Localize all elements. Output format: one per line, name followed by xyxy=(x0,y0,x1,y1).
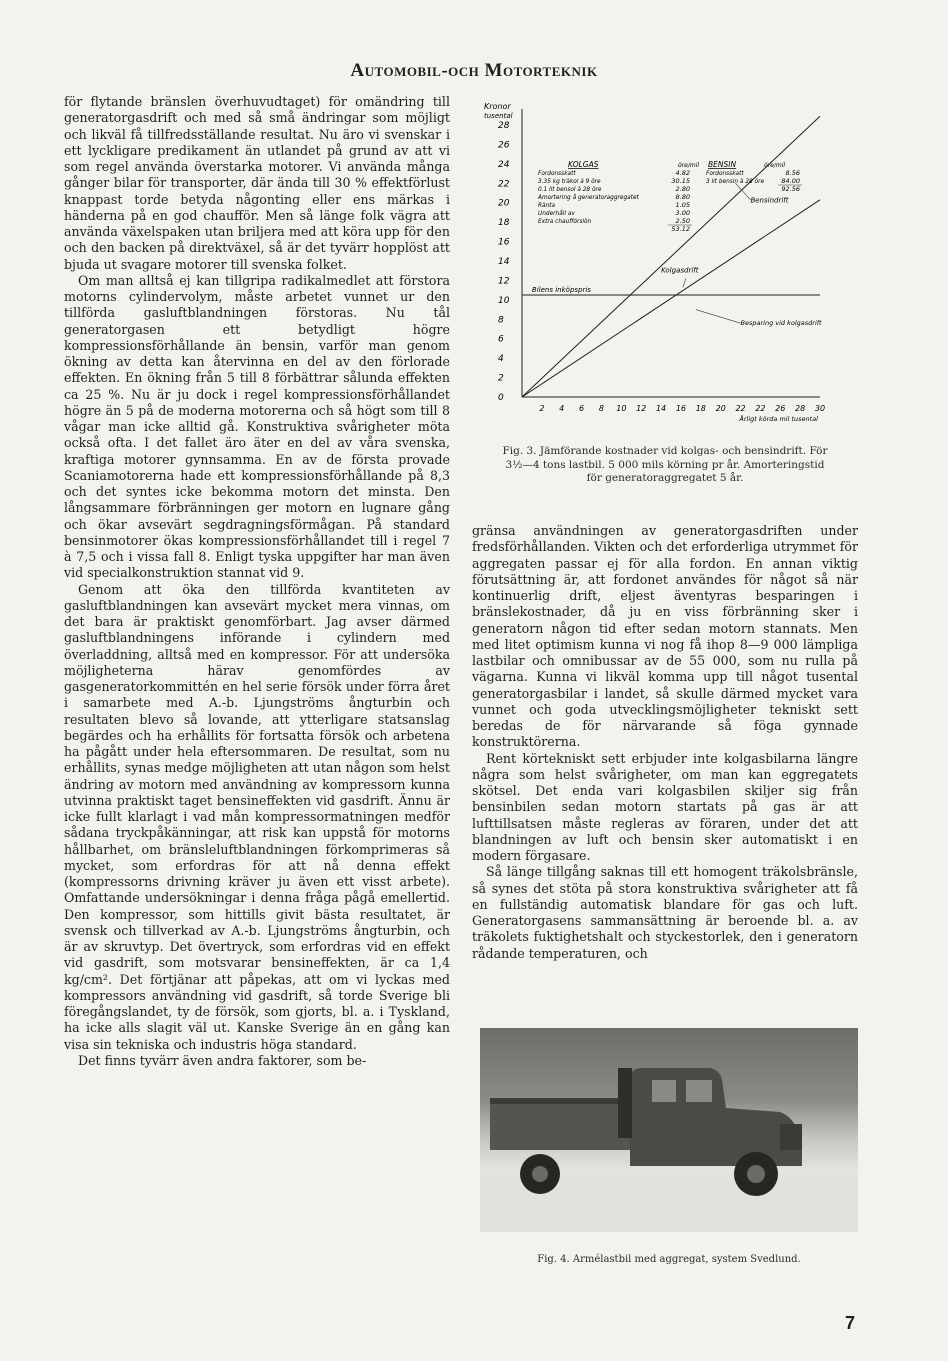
paragraph: Det finns tyvärr även andra faktorer, som be- xyxy=(78,1052,367,1068)
x-tick-label: 2 xyxy=(539,404,545,413)
front-wheel-hub xyxy=(747,1165,765,1183)
x-tick-label: 8 xyxy=(598,404,605,413)
y-tick-label: 18 xyxy=(498,218,510,229)
paragraph: Rent körtekniskt sett erbjuder inte kolgasbilarna längre några som helst svårigheter, om man kan eggregatets skötsel. Det enda vari kolgasbilen skiljer sig från bensinbilen sedan motorn startats på gas är att lufttillsatsen måste regleras av föraren, under det att blandningen av luft och bensin sker automatiskt i en modern förgasare. xyxy=(472,750,858,863)
y-axis-label: tusental xyxy=(484,112,513,120)
annotation-kolgasdrift: Kolgasdrift xyxy=(661,266,699,275)
table-row-label: Amortering å generatoraggregatet xyxy=(538,195,639,201)
y-axis-label: Kronor xyxy=(484,102,511,111)
x-tick-label: 18 xyxy=(695,404,706,413)
y-tick-label: 4 xyxy=(498,354,504,365)
table-row-value: 2.50 xyxy=(675,217,690,225)
table-row-label: Fordonsskatt xyxy=(706,171,744,177)
paragraph: Så länge tillgång saknas till ett homogent träkolsbränsle, så synes det stöta på stora konstruktiva svårigheter att få en fullständig automatisk blandare för gas och luft. Generatorgasens sammansättning är beroende bl. a. av träkolets fuktighetshalt och styckestorlek, den i generatorn rådande temperaturen, och xyxy=(472,864,858,961)
page-number: 7 xyxy=(845,1313,856,1333)
table-unit: öre/mil xyxy=(678,162,700,169)
y-tick-label: 14 xyxy=(498,257,510,267)
x-tick-label: 22 xyxy=(755,404,766,413)
x-tick-label: 10 xyxy=(616,404,627,413)
table-row-value: 3.00 xyxy=(675,209,690,217)
table-row-label: Extra chaufförslön xyxy=(538,219,592,225)
cost-comparison-chart xyxy=(480,97,832,427)
table-row-value: 30.15 xyxy=(671,177,690,185)
x-tick-label: 6 xyxy=(579,404,585,413)
table-row-value: 92.56 xyxy=(781,185,800,193)
x-tick-label: 28 xyxy=(795,404,806,413)
paragraph: gränsa användningen av generatorgasdriften under fredsförhållanden. Vikten och det erforderliga utrymmet för aggregaten passar ej för alla fordon. En annan viktig förutsättning är, att fordonet användes för något så när kontinuerlig drift, eljest äventyras besparingen i bränslekostnader, då ju en viss förbränning sker i generatorn någon tid efter sedan motorn stannats. Men med litet optimism kunna vi nog få ihop 8—9 000 lämpliga lastbilar och omnibussar av de 55 000, som nu rulla på vägarna. Kunna vi likväl komma upp till något tusental generatorgasbilar i landet, så skulle därmed mycket vara vunnet och goda utvecklingsmöjligheter tekniskt sett beredas de för närvarande så föga gynnade konstruktörerna. xyxy=(472,523,858,750)
y-tick-label: 10 xyxy=(498,295,510,306)
table-row-value: 8.56 xyxy=(785,169,800,177)
annotation-inkopspris: Bilens inköpspris xyxy=(531,286,591,294)
y-tick-label: 6 xyxy=(498,334,504,345)
table-row-label: 0.1 lit bensol à 28 öre xyxy=(538,187,602,193)
x-tick-label: 16 xyxy=(675,404,687,413)
paragraph: Om man alltså ej kan tillgripa radikalmedlet att förstora motorns cylindervolym, måste arbetet vunnet ur den tillförda gasluftblandningen förstoras. Nu tål generatorgasen ett betydligt högre kompressionsförhållande än bensin, varför man genom ökning av detta kan återvinna en del av den förlorade effekten. En ökning från 5 till 8 förbättrar sålunda effekten ca 25 %. Nu är ju dock i regel kompressionsförhållandet högre än 5 på de moderna motorerna och så högt som till 8 vågar man icke alltid gå. Konstruktiva svårigheter möta också ofta. I det fallet äro äter en del av våra svenska, kraftiga motorer gynnsamma. En av de första provade Scaniamotorerna hade ett kompressionsförhållande på 8,3 och det syntes icke bekomma motorn det minsta. Den långsammare förbränningen ger motorn en lugnare gång och ökar avsevärt segdragningsförmågan. På standard bensinmotorer ökas kompressionsförhållandet till i regel 7 à 7,5 och i vissa fall 8. Enligt tyska uppgifter har man även vid specialkonstruktion stannat vid 9. xyxy=(64,272,450,581)
figure4-caption: Fig. 4. Armélastbil med aggregat, system Svedlund. xyxy=(537,1254,801,1265)
table-header-kolgas: KOLGAS xyxy=(568,160,599,169)
paragraph: för flytande bränslen överhuvudtaget) för omändring till generatorgasdrift och med så små ändringar som möjligt och likväl få tillfredsställande resultat. Nu äro vi svenskar i ett lyckligare predikament än utlandet på grund av att vi som regel använda överstarka motorer. Vi använda många gånger bilar för transporter, där ända till 30 % effektförlust knappast torde betyda någonting eller ens märkas i händerna på en god chaufför. Men så länge folk vägra att använda växelspaken utan briljera med att köra upp för den och den backen på direktväxel, så är det tyvärr hopplöst att bjuda ut svagare motorer till svenska folket. xyxy=(64,94,450,272)
y-tick-label: 12 xyxy=(498,276,510,287)
annotation-leader xyxy=(736,183,751,200)
x-tick-label: 14 xyxy=(655,404,667,413)
radiator-grille xyxy=(780,1124,802,1150)
table-row-value: 2.80 xyxy=(675,185,690,193)
y-tick-label: 26 xyxy=(498,140,510,151)
x-tick-label: 20 xyxy=(715,404,726,413)
rear-wheel-hub xyxy=(532,1166,548,1182)
x-tick-label: 22 xyxy=(735,404,746,413)
figure3-caption: Fig. 3. Jämförande kostnader vid kolgas- och bensindrift. För 3½—4 tons lastbil. 5 000 mils körning pr år. Amorteringstid för generatoraggregatet 5 år. xyxy=(502,445,828,484)
annotation-leader xyxy=(683,278,686,287)
table-row-value: 1.05 xyxy=(675,201,690,209)
y-tick-label: 2 xyxy=(498,373,504,384)
series-line-0 xyxy=(522,116,820,397)
x-tick-label: 4 xyxy=(559,404,565,413)
paragraph: Genom att öka den tillförda kvantiteten av gasluftblandningen kan avsevärt mycket mera vinnas, om det bara är praktiskt genomförbart. Jag avser därmed gasluftblandningens införande i cylindern med överladdning, alltså med en kompressor. För att undersöka möjligheterna härav genomfördes av gasgeneratorkommittén en hel serie försök under förra året i samarbete med A.-b. Ljungströms ångturbin och resultaten blevo så lovande, att ytterligare statsanslag begärdes och ha erhållits för fortsatta försök och arbetena ha pågått under hela eftersommaren. De resultat, som nu erhållits, synas medge möjligheten att utan någon som helst ändring av motorn med användning av kompressorn kunna utvinna praktiskt taget bensineffekten vid gasdrift. Ännu är icke fullt klarlagt i vad mån kompressormatningen medför sådana tryckpåkänningar, att risk kan uppstå för motorns hållbarhet, om bränsleluftblandningen förkomprimeras så mycket, som erfordras för att nå denna effekt (kompressorns drivning kräver ju även ett visst arbete). Omfattande undersökningar i denna fråga pågå emellertid. Den kompressor, som hittills givit bästa resultatet, är svensk och tillverkad av A.-b. Ljungströms ångturbin, och är av skruvtyp. Det övertryck, som erfordras vid en effekt vid gasdrift, som motsvarar bensineffekten, är ca 1,4 kg/cm². Det förtjänar att påpekas, att om vi lyckas med kompressors användning vid gasdrift, så torde Sverige bli föregångslandet, ty de försök, som gjorts, bl. a. i Tyskland, ha icke alls slagit väl ut. Kanske Sverige än en gång kan visa sin tekniska och industris höga standard. xyxy=(64,581,450,1052)
cab-window xyxy=(652,1080,676,1102)
cab-window xyxy=(686,1080,712,1102)
chart-svg xyxy=(480,97,832,427)
y-tick-label: 20 xyxy=(498,198,510,209)
y-tick-label: 16 xyxy=(498,237,510,248)
y-tick-label: 8 xyxy=(498,315,504,326)
annotation-besparing: Besparing vid kolgasdrift xyxy=(740,319,822,328)
truck-bed xyxy=(490,1102,630,1150)
y-tick-label: 28 xyxy=(498,121,510,131)
table-unit: öre/mil xyxy=(764,162,786,169)
annotation-leader xyxy=(696,310,741,324)
truck-illustration xyxy=(480,1028,858,1232)
y-tick-label: 0 xyxy=(498,393,504,403)
table-row-label: 3 lit bensin à 28 öre xyxy=(706,179,765,185)
table-row-label: Underhåll av xyxy=(538,211,575,217)
x-tick-label: 26 xyxy=(775,404,786,413)
table-row-value: 8.80 xyxy=(675,193,690,201)
truck-bed-rail xyxy=(490,1098,630,1104)
truck-photo xyxy=(480,1028,858,1232)
annotation-bensindrift: Bensindrift xyxy=(750,196,789,205)
x-tick-label: 30 xyxy=(814,404,826,413)
table-row-value: 4.82 xyxy=(675,169,690,177)
table-row-label: Ränta xyxy=(538,203,556,209)
table-row-value: 84.00 xyxy=(781,177,800,185)
right-column xyxy=(472,523,858,962)
table-row-value: 53.12 xyxy=(671,225,690,233)
x-tick-label: 12 xyxy=(636,404,647,413)
page-header: Automobil-och Motorteknik xyxy=(350,60,598,81)
table-header-bensin: BENSIN xyxy=(708,160,737,169)
left-column xyxy=(64,94,450,1069)
table-row-label: 3.35 kg träkol à 9 öre xyxy=(538,179,601,185)
gas-generator xyxy=(618,1068,632,1138)
y-tick-label: 24 xyxy=(498,159,510,170)
table-row-label: Fordonsskatt xyxy=(538,171,576,177)
y-tick-label: 22 xyxy=(498,179,510,190)
x-axis-label: Årligt körda mil tusental xyxy=(739,415,818,423)
